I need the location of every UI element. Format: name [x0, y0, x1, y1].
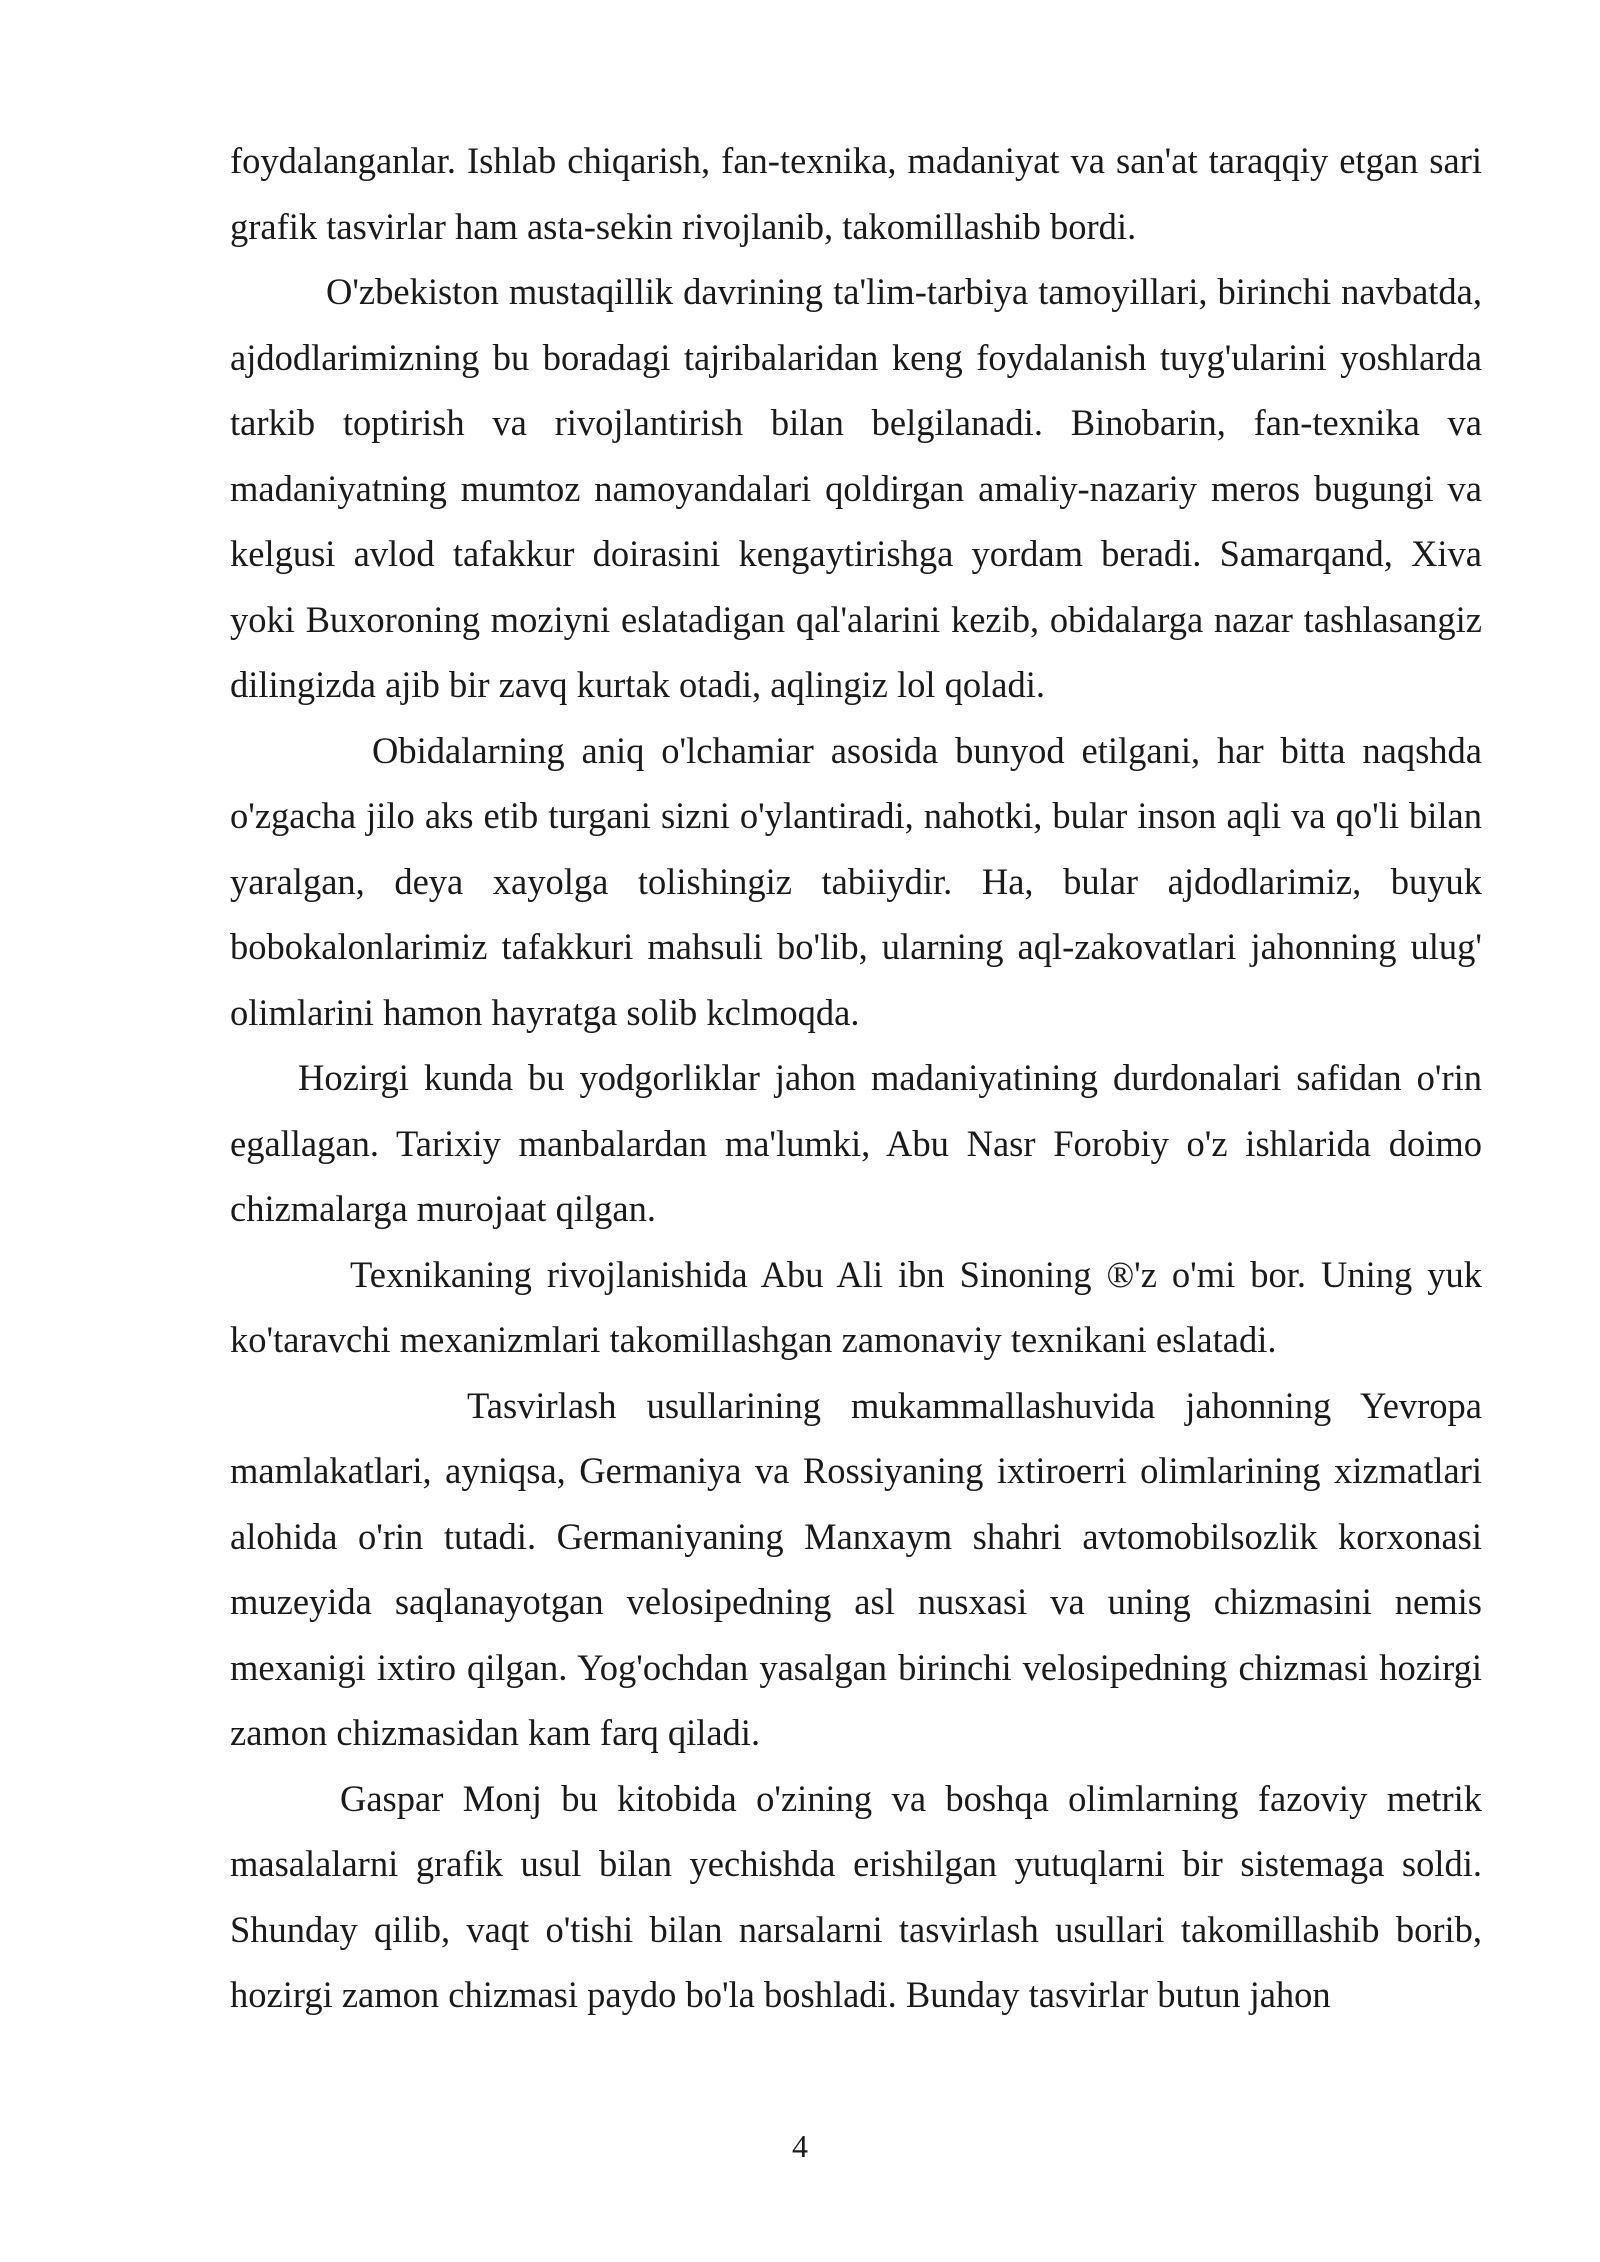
paragraph-ibn-sino: Texnikaning rivojlanishida Abu Ali ibn Sinoning ®'z o'mi bor. Uning yuk ko'taravchi mexanizmlari takomillashgan zamonaviy texnikani eslatadi.: [230, 1253, 1482, 1360]
page-body-text: [230, 128, 1482, 2028]
paragraph-farabi: Hozirgi kunda bu yodgorliklar jahon madaniyatining durdonalari safidan o'rin egallagan. Tarixiy manbalardan ma'lumki, Abu Nasr Forobiy o'z ishlarida doimo chizmalarga murojaat qilgan.: [230, 1057, 1482, 1229]
paragraph-gaspar-monge: Gaspar Monj bu kitobida o'zining va boshqa olimlarning fazoviy metrik masalalarni grafik usul bilan yechishda erishilgan yutuqlarni bir sistemaga soldi. Shunday qilib, vaqt o'tishi bilan narsalarni tasvirlash usullari takomillashib borib, hozirgi zamon chizmasi paydo bo'la boshladi. Bunday tasvirlar butun jahon: [230, 1777, 1482, 2015]
page-number: 4: [792, 2128, 808, 2164]
paragraph-uzbekistan-independence: O'zbekiston mustaqillik davrining ta'lim-tarbiya tamoyillari, birinchi navbatda, ajdodlarimizning bu boradagi tajribalaridan keng foydalanish tuyg'ularini yoshlarda tarkib toptirish va rivojlantirish bilan belgilanadi. Binobarin, fan-texnika va madaniyatning mumtoz namoyandalari qoldirgan amaliy-nazariy meros bugungi va kelgusi avlod tafakkur doirasini kengaytirishga yordam beradi. Samarqand, Xiva yoki Buxoroning moziyni eslatadigan qal'alarini kezib, obidalarga nazar tashlasangiz dilingizda ajib bir zavq kurtak otadi, aqlingiz lol qoladi.: [230, 271, 1482, 705]
paragraph-monuments: Obidalarning aniq o'lchamiar asosida bunyod etilgani, har bitta naqshda o'zgacha jilo aks etib turgani sizni o'ylantiradi, nahotki, bular inson aqli va qo'li bilan yaralgan, deya xayolga tolishingiz tabiiydir. Ha, bular ajdodlarimiz, buyuk bobokalonlarimiz tafakkuri mahsuli bo'lib, ularning aql-zakovatlari jahonning ulug' olimlarini hamon hayratga solib kclmoqda.: [230, 729, 1482, 1033]
paragraph-continued: foydalanganlar. Ishlab chiqarish, fan-texnika, madaniyat va san'at taraqqiy etgan sari grafik tasvirlar ham asta-sekin rivojlanib, takomillashib bordi.: [230, 140, 1482, 247]
paragraph-europe: Tasvirlash usullarining mukammallashuvida jahonning Yevropa mamlakatlari, ayniqsa, Germaniya va Rossiyaning ixtiroerri olimlarining xizmatlari alohida o'rin tutadi. Germaniyaning Manxaym shahri avtomobilsozlik korxonasi muzeyida saqlanayotgan velosipedning asl nusxasi va uning chizmasini nemis mexanigi ixtiro qilgan. Yog'ochdan yasalgan birinchi velosipedning chizmasi hozirgi zamon chizmasidan kam farq qiladi.: [230, 1384, 1482, 1753]
